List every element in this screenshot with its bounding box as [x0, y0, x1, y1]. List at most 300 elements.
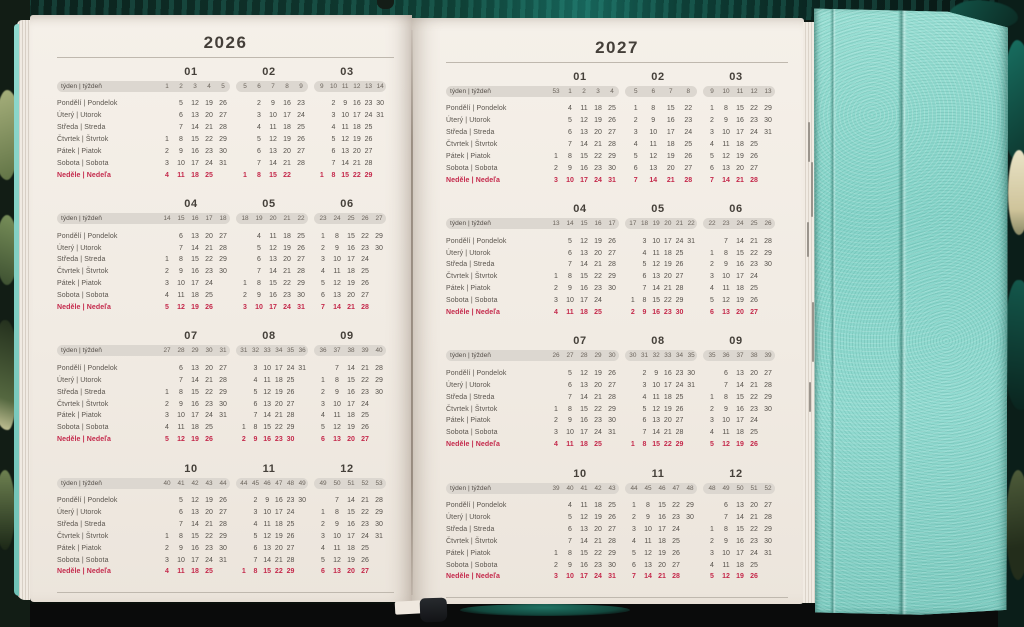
day-number-cell: 13	[722, 164, 730, 172]
week-number-cell: 12	[353, 83, 361, 90]
day-number-cell: 27	[361, 292, 369, 300]
day-numbers	[627, 153, 697, 160]
day-number-cell: 22	[750, 105, 758, 113]
day-number-cell: 6	[253, 544, 258, 552]
day-number-cell: 28	[219, 376, 227, 384]
week-number-cell: 17	[608, 220, 616, 228]
day-number-cell: 8	[335, 509, 339, 517]
day-number-cell: 18	[658, 537, 666, 545]
day-number-cell: 3	[554, 573, 558, 581]
day-number-cell: 21	[205, 376, 213, 384]
day-number-cell: 2	[630, 309, 635, 317]
weekday-label: Sobota | Sobota	[57, 292, 109, 300]
weekday-label: Úterý | Utorok	[57, 376, 102, 384]
day-number-cell	[761, 441, 775, 448]
week-number-cell: 31	[219, 347, 227, 355]
week-number-cell: 3	[193, 83, 197, 90]
day-numbers	[316, 401, 386, 408]
day-numbers	[549, 141, 619, 148]
day-number-cell: 26	[297, 244, 305, 252]
page-edge-line	[807, 222, 809, 257]
day-number-cell	[238, 245, 252, 252]
day-number-cell: 8	[651, 105, 656, 113]
day-number-cell: 1	[321, 376, 325, 384]
day-number-cell: 19	[347, 280, 355, 288]
day-number-cell: 15	[191, 388, 199, 396]
day-number-cell: 25	[594, 309, 602, 317]
day-number-cell: 25	[205, 171, 213, 179]
week-number-cell: 34	[275, 347, 283, 355]
day-number-cell	[296, 521, 308, 528]
day-numbers	[160, 304, 230, 311]
day-numbers	[238, 377, 308, 384]
day-number-cell: 10	[722, 417, 730, 425]
day-number-cell: 18	[736, 429, 744, 437]
day-number-cell	[683, 550, 697, 557]
week-header-row	[446, 350, 788, 361]
day-number-cell: 1	[241, 424, 246, 432]
day-number-cell: 4	[642, 393, 647, 401]
weekday-label: Čtvrtek | Štvrtok	[57, 400, 109, 408]
day-numbers	[316, 280, 386, 287]
day-number-cell: 11	[580, 502, 588, 510]
day-number-cell	[216, 280, 230, 287]
day-numbers	[160, 268, 230, 275]
week-header-row	[57, 478, 394, 489]
day-number-cell: 12	[722, 573, 730, 581]
day-number-cell: 13	[652, 417, 661, 425]
day-number-cell: 6	[642, 417, 647, 425]
day-numbers	[316, 245, 386, 252]
day-numbers	[316, 365, 386, 372]
day-number-cell: 5	[165, 436, 169, 444]
day-number-cell: 9	[724, 537, 728, 545]
day-number-cell: 4	[568, 502, 572, 510]
day-number-cell: 26	[750, 297, 758, 305]
day-number-cell: 20	[205, 509, 213, 517]
day-number-cell: 11	[333, 412, 341, 420]
week-number-cell: 12	[750, 88, 758, 95]
day-number-cell	[685, 441, 697, 448]
day-number-cell: 23	[283, 292, 291, 300]
weekday-label: Pondělí | Pondelok	[57, 232, 118, 240]
day-number-cell: 12	[191, 497, 199, 505]
day-number-cell: 29	[375, 509, 383, 517]
day-number-cell: 16	[580, 164, 588, 172]
day-number-cell: 10	[333, 400, 341, 408]
day-number-cell: 17	[666, 129, 675, 137]
day-numbers	[238, 424, 308, 431]
day-number-cell: 26	[364, 136, 373, 144]
day-number-cell	[761, 297, 775, 304]
day-number-cell: 2	[241, 436, 246, 444]
day-number-cell: 9	[651, 117, 656, 125]
day-number-cell: 19	[736, 153, 744, 160]
week-header-pill	[236, 345, 308, 356]
weekday-row	[57, 146, 394, 158]
day-number-cell	[316, 124, 328, 131]
day-numbers	[627, 165, 697, 172]
week-number-cell: 45	[644, 484, 652, 492]
leaf-decoration	[0, 470, 15, 550]
day-number-cell: 16	[263, 436, 272, 444]
day-numbers	[316, 497, 386, 504]
day-number-cell	[685, 429, 697, 436]
day-number-cell: 16	[736, 537, 744, 545]
day-number-cell: 9	[335, 244, 339, 252]
week-number-cell: 48	[686, 484, 694, 492]
weekday-row	[446, 307, 788, 319]
day-number-cell: 14	[347, 497, 355, 505]
day-number-cell: 2	[253, 497, 258, 505]
day-number-cell: 19	[191, 436, 199, 444]
day-number-cell: 28	[764, 381, 772, 389]
day-number-cell: 17	[736, 273, 744, 281]
day-number-cell: 30	[764, 261, 772, 269]
day-number-cell: 7	[257, 159, 261, 167]
day-number-cell: 5	[331, 136, 336, 144]
day-number-cell: 29	[375, 376, 383, 384]
day-number-cell: 2	[165, 148, 169, 155]
day-number-cell	[627, 429, 639, 436]
day-number-cell: 6	[633, 164, 638, 172]
day-numbers	[705, 105, 775, 112]
day-number-cell: 21	[750, 514, 758, 522]
day-number-cell: 15	[269, 171, 277, 179]
day-numbers	[160, 533, 230, 540]
day-number-cell: 29	[286, 424, 295, 432]
month-label-2026-08: 08	[262, 330, 276, 343]
day-numbers	[160, 233, 230, 240]
flap-crease	[898, 5, 907, 616]
day-number-cell: 23	[361, 244, 369, 252]
week-number-cell: 23	[722, 220, 730, 228]
day-numbers	[160, 292, 230, 299]
week-number-cell: 14	[376, 83, 384, 90]
day-number-cell	[627, 238, 639, 245]
day-number-cell: 20	[347, 436, 355, 444]
day-number-cell: 8	[724, 249, 728, 257]
day-number-cell: 24	[205, 412, 213, 420]
week-number-cell: 14	[163, 215, 171, 223]
day-number-cell: 12	[263, 388, 272, 396]
day-numbers	[160, 245, 230, 252]
weekday-row	[446, 247, 788, 259]
day-number-cell: 23	[750, 405, 758, 413]
day-number-cell: 5	[253, 532, 258, 540]
day-number-cell	[296, 533, 308, 540]
week-number-cell: 9	[320, 83, 324, 90]
day-number-cell: 22	[274, 568, 283, 576]
day-number-cell	[685, 250, 697, 257]
week-header-label: týden | týždeň	[61, 83, 102, 90]
day-number-cell	[683, 538, 697, 545]
day-number-cell: 26	[675, 405, 684, 413]
day-numbers	[160, 545, 230, 552]
day-number-cell	[160, 509, 174, 516]
day-number-cell: 25	[286, 520, 295, 528]
day-number-cell	[238, 377, 250, 384]
day-number-cell: 28	[219, 520, 227, 528]
day-number-cell: 30	[608, 417, 616, 425]
day-number-cell	[372, 256, 386, 263]
day-number-cell: 13	[341, 148, 350, 155]
calendar-grid-2027	[446, 68, 788, 583]
day-number-cell: 31	[608, 176, 616, 184]
day-number-cell: 20	[594, 129, 602, 137]
week-number-cell: 40	[375, 347, 383, 355]
day-number-cell: 18	[666, 141, 675, 149]
day-number-cell: 27	[750, 164, 758, 172]
day-number-cell: 27	[219, 364, 227, 372]
day-number-cell: 27	[361, 568, 369, 576]
week-numbers	[627, 220, 697, 227]
day-number-cell	[216, 172, 230, 179]
day-number-cell: 3	[257, 112, 261, 120]
day-number-cell: 3	[554, 297, 558, 305]
day-number-cell: 8	[179, 532, 183, 540]
day-number-cell: 11	[269, 232, 277, 240]
day-number-cell: 19	[347, 556, 355, 564]
week-number-cell: 13	[764, 88, 772, 95]
day-number-cell: 31	[219, 159, 227, 167]
week-header-pill	[57, 213, 230, 224]
day-number-cell: 28	[608, 537, 616, 545]
week-number-cell: 26	[764, 220, 772, 228]
day-number-cell: 10	[263, 509, 272, 517]
day-number-cell: 24	[205, 280, 213, 288]
day-number-cell: 21	[594, 537, 602, 545]
week-header-pill	[625, 350, 697, 361]
week-number-cell: 20	[664, 220, 672, 228]
day-number-cell: 11	[652, 249, 660, 257]
day-number-cell: 17	[658, 525, 666, 533]
day-numbers	[316, 424, 386, 431]
day-number-cell: 11	[644, 537, 652, 545]
day-numbers	[160, 424, 230, 431]
day-number-cell: 25	[750, 561, 758, 569]
week-number-cell: 5	[243, 83, 247, 90]
day-number-cell: 15	[658, 502, 666, 510]
week-number-cell: 49	[298, 479, 306, 487]
day-numbers	[549, 250, 619, 257]
day-number-cell: 2	[632, 514, 636, 522]
day-number-cell	[683, 526, 697, 533]
day-number-cell: 20	[347, 568, 355, 576]
day-number-cell: 10	[566, 429, 574, 437]
day-number-cell	[627, 394, 639, 401]
day-number-cell: 19	[736, 297, 744, 305]
day-numbers	[549, 429, 619, 436]
day-number-cell: 6	[321, 436, 325, 444]
day-number-cell: 3	[710, 129, 714, 137]
weekday-row	[446, 415, 788, 427]
day-number-cell: 5	[633, 153, 638, 160]
day-number-cell: 20	[205, 112, 213, 120]
weekday-row	[57, 98, 394, 110]
week-numbers	[316, 347, 386, 354]
week-header-row	[57, 345, 394, 356]
day-number-cell: 30	[375, 520, 383, 528]
day-number-cell	[549, 382, 563, 389]
day-numbers	[627, 309, 697, 316]
day-numbers	[549, 273, 619, 280]
day-number-cell	[761, 141, 775, 148]
day-number-cell	[683, 573, 697, 580]
day-number-cell	[374, 136, 386, 143]
day-number-cell: 9	[179, 268, 183, 276]
week-number-cell: 27	[566, 352, 574, 360]
day-number-cell: 11	[341, 124, 349, 132]
day-numbers	[549, 309, 619, 316]
day-numbers	[238, 268, 308, 275]
weekday-row	[57, 169, 394, 181]
day-number-cell	[216, 436, 230, 443]
day-number-cell: 13	[580, 381, 588, 389]
day-number-cell: 26	[297, 136, 305, 144]
day-number-cell: 28	[764, 237, 772, 245]
day-number-cell: 25	[594, 441, 602, 449]
week-numbers	[238, 215, 308, 222]
weekday-row	[57, 386, 394, 398]
month-label-2027-11: 11	[651, 467, 665, 480]
week-number-cell: 30	[608, 352, 616, 360]
page-2027	[412, 18, 804, 604]
day-number-cell	[549, 129, 563, 136]
day-number-cell: 2	[554, 417, 558, 425]
day-number-cell	[549, 526, 563, 533]
day-number-cell: 10	[644, 525, 652, 533]
day-number-cell: 16	[658, 514, 666, 522]
day-number-cell: 15	[347, 376, 355, 384]
day-number-cell: 14	[649, 176, 658, 184]
day-number-cell: 24	[594, 429, 602, 437]
day-number-cell: 29	[764, 105, 772, 113]
day-number-cell: 28	[297, 268, 305, 276]
day-number-cell: 25	[286, 376, 295, 384]
day-number-cell: 1	[554, 405, 558, 413]
week-numbers	[627, 352, 697, 359]
day-number-cell	[372, 424, 386, 431]
day-number-cell	[627, 417, 639, 424]
day-number-cell: 29	[286, 568, 295, 576]
day-number-cell: 16	[347, 388, 355, 396]
day-number-cell: 5	[710, 573, 714, 581]
day-number-cell: 2	[331, 100, 336, 108]
day-number-cell: 31	[687, 381, 696, 389]
day-number-cell: 17	[580, 176, 588, 184]
day-number-cell: 15	[341, 171, 350, 179]
day-number-cell: 23	[594, 285, 602, 293]
day-numbers	[160, 365, 230, 372]
day-number-cell: 26	[361, 280, 369, 288]
week-header-pill	[703, 218, 775, 229]
day-number-cell: 25	[205, 568, 213, 576]
day-number-cell: 26	[219, 497, 227, 505]
day-number-cell: 13	[580, 525, 588, 533]
day-number-cell: 11	[722, 141, 730, 149]
day-numbers	[549, 370, 619, 377]
weekday-row	[57, 110, 394, 122]
day-number-cell	[549, 250, 563, 257]
weekday-label: Čtvrtek | Štvrtok	[446, 537, 498, 545]
year-title-left: 2026	[203, 33, 248, 52]
day-number-cell: 28	[608, 141, 616, 149]
day-number-cell: 23	[297, 100, 305, 108]
weekday-label: Pondělí | Pondelok	[446, 237, 507, 245]
day-number-cell: 19	[658, 549, 666, 557]
weekday-row	[57, 266, 394, 278]
day-number-cell: 13	[722, 309, 730, 317]
month-label-2027-05: 05	[651, 203, 665, 216]
day-number-cell: 30	[375, 388, 383, 396]
day-number-cell: 17	[736, 417, 744, 425]
day-number-cell: 8	[179, 388, 183, 396]
day-number-cell: 7	[257, 268, 261, 276]
day-number-cell: 1	[710, 105, 714, 113]
leaf-decoration	[1008, 150, 1024, 235]
week-numbers	[316, 480, 386, 487]
day-number-cell: 20	[663, 273, 672, 281]
day-number-cell: 7	[568, 393, 572, 401]
day-number-cell: 18	[191, 171, 199, 179]
day-number-cell: 1	[554, 549, 558, 557]
day-number-cell: 22	[594, 405, 602, 413]
weekday-label: Úterý | Utorok	[446, 514, 491, 522]
day-numbers	[549, 165, 619, 172]
week-number-cell: 4	[610, 88, 614, 95]
day-number-cell	[705, 514, 719, 521]
week-numbers	[316, 83, 386, 90]
day-number-cell: 20	[666, 164, 675, 172]
day-numbers	[705, 309, 775, 316]
day-number-cell: 28	[675, 429, 684, 437]
day-number-cell: 14	[341, 159, 350, 167]
day-number-cell: 15	[736, 249, 744, 257]
day-number-cell: 8	[331, 171, 336, 179]
day-number-cell: 7	[179, 520, 183, 528]
day-number-cell: 2	[321, 520, 325, 528]
day-number-cell: 14	[263, 412, 272, 420]
day-number-cell: 16	[663, 369, 672, 377]
day-numbers	[160, 280, 230, 287]
day-number-cell: 3	[554, 429, 558, 437]
day-number-cell: 25	[672, 537, 680, 545]
week-header-label: týden | týždeň	[61, 215, 102, 223]
day-number-cell: 30	[608, 164, 616, 172]
calendar-band	[446, 465, 788, 583]
day-numbers	[627, 441, 697, 448]
day-number-cell: 4	[633, 141, 638, 149]
day-number-cell	[160, 521, 174, 528]
day-number-cell: 19	[594, 117, 602, 125]
day-number-cell: 16	[283, 100, 291, 108]
leaf-glimpse	[460, 604, 630, 616]
day-number-cell: 19	[594, 514, 602, 522]
day-number-cell: 3	[165, 556, 169, 564]
day-number-cell: 10	[333, 532, 341, 540]
weekday-label: Pondělí | Pondelok	[446, 502, 507, 510]
day-numbers	[627, 514, 697, 521]
week-header-pill	[57, 478, 230, 489]
day-number-cell: 14	[191, 124, 199, 132]
day-number-cell: 27	[297, 148, 305, 155]
day-number-cell: 29	[364, 171, 373, 179]
day-numbers	[238, 100, 308, 107]
day-number-cell: 9	[568, 285, 572, 293]
day-numbers	[705, 573, 775, 580]
day-numbers	[627, 573, 697, 580]
